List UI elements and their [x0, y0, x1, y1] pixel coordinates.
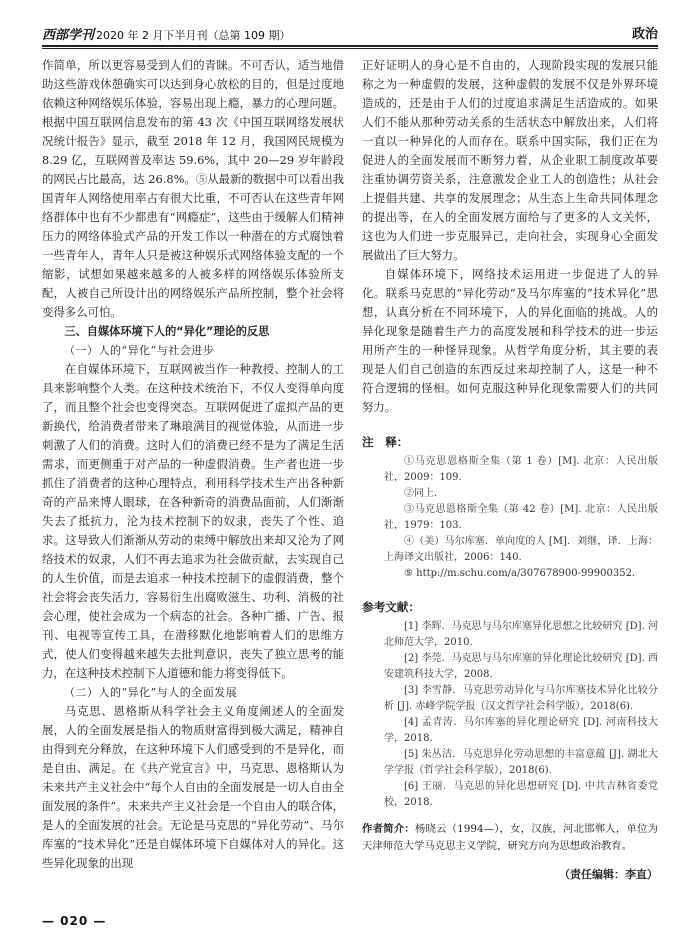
- section-heading: 三、自媒体环境下人的“异化”理论的反思: [64, 325, 270, 338]
- section-name: 政治: [631, 27, 658, 42]
- author-bio-text: 杨晓云（1994—），女，汉族，河北邯郸人，单位为天津师范大学马克思主义学院，研究方向为思想政治教育。: [362, 823, 658, 852]
- page-number: — 020 —: [42, 914, 107, 928]
- note-item: ①马克思恩格斯全集（第 1 卷）[M]. 北京：人民出版社，2009：109.: [384, 456, 658, 483]
- left-column: [42, 56, 344, 873]
- note-item: ②同上.: [404, 488, 438, 499]
- header-rule: [42, 45, 658, 47]
- paragraph: 自媒体环境下，网络技术运用进一步促进了人的异化。联系马克思的“异化劳动”及马尔库塞的“技术异化”思想，认真分析在不同环境下，人的异化面临的挑战。人的异化现象是随着生产力的高度发展和科学技术的进一步运用所产生的一种怪异现象。从哲学角度分析，其主要的表现是人们自己创造的东西反过来却控制了人，这是一种不符合逻辑的怪相。如何克服这种异化现象需要人们的共同努力。: [362, 267, 658, 414]
- notes-list: [362, 454, 658, 582]
- reference-item: [5] 朱丛洁．马克思异化劳动思想的丰富意蕴 [J]. 湖北大学学报（哲学社会科学版），2018(6).: [384, 749, 658, 776]
- right-column: [362, 56, 658, 884]
- header-rule-thin: [42, 48, 658, 49]
- magazine-name: 西部学刊: [42, 28, 95, 43]
- subsection-heading: （一）人的“异化”与社会进步: [64, 344, 215, 357]
- reference-item: [2] 李莞．马克思与马尔库塞的异化理论比较研究 [D]. 西安建筑科技大学，2008.: [384, 653, 658, 680]
- journal-info: [42, 24, 291, 43]
- page-header: [42, 20, 658, 44]
- paragraph: 作简单，所以更容易受到人们的青睐。不可否认，适当地借助这些游戏休憩确实可以达到身心放松的目的，但是过度地依赖这种网络娱乐体验，容易出现上瘾，暴力的心理问题。根据中国互联网信息发布的第 43 次《中国互联网络发展状况统计报告》显示，截至 2018 年 12 月，我国网民规模为 8.29 亿，互联网普及率达 59.6%，其中 20—29 岁年龄段的网民占比最高，达 26.8%。⑤从最新的数据中可以看出我国青年人网络使用率占有很大比重，不可否认在这些青年网络群体中也有不少都患有“网瘾症”，这些由于缓解人们精神压力的网络体验式产品的开发工作以一种潜在的方式腐蚀着一些青年人，青年人只是被这种娱乐式网络体验支配的一个缩影，试想如果越来越多的人被多样的网络娱乐体验所支配，人被自己所设计出的网络娱乐产品所控制，整个社会将变得多么可怕。: [42, 58, 344, 319]
- paragraph: 正好证明人的身心是不自由的，人现阶段实现的发展只能称之为一种虚假的发展，这种虚假的发展不仅是外界环境造成的，还是由于人们的过度追求满足生活造成的。如果人们不能从那种劳动关系的生活状态中解放出来，人们将一直以一种异化的人而存在。联系中国实际，我们正在为促进人的全面发展而不断努力着，从企业职工制度改革要注重协调劳资关系，注意激发企业工人的创造性；从社会上提倡共建、共享的发展理念；从生态上生命共同体理念的提出等，在人的全面发展方面给与了更多的人文关怀，这也为人们进一步克服异己，走向社会，实现身心全面发展做出了巨大努力。: [362, 58, 658, 262]
- reference-item: [3] 李雪静．马克思劳动异化与马尔库塞技术异化比较分析 [J]. 赤峰学院学报（汉文哲学社会科学版），2018(6).: [384, 685, 658, 712]
- note-item: ③马克思恩格斯全集（第 42 卷）[M]. 北京：人民出版社，1979：103.: [384, 504, 658, 531]
- note-item: ④（美）马尔库塞．单向度的人 [M]．刘继，译．上海：上海译文出版社，2006：140.: [384, 536, 658, 563]
- subsection-heading: （二）人的“异化”与人的全面发展: [64, 686, 238, 699]
- responsible-editor: （责任编辑：李直）: [559, 868, 658, 881]
- note-item: ⑤ http://m.schu.com/a/307678900-99900352.: [404, 568, 636, 579]
- reference-item: [4] 孟青涛．马尔库塞的异化理论研究 [D]. 河南科技大学，2018.: [384, 717, 658, 744]
- reference-item: [1] 李辉．马克思与马尔库塞异化思想之比较研究 [D]. 河北师范大学，2010.: [384, 621, 658, 648]
- notes-heading: 注 释：: [362, 435, 409, 449]
- references-list: [362, 619, 658, 811]
- reference-item: [6] 王丽．马克思的异化思想研究 [D]. 中共吉林省委党校，2018.: [384, 781, 658, 808]
- references-heading: 参考文献：: [362, 600, 420, 614]
- author-bio: [362, 821, 658, 855]
- issue-info: 2020 年 2 月下半月刊（总第 109 期）: [96, 29, 291, 42]
- author-bio-label: 作者简介：: [362, 823, 415, 835]
- paragraph: 在自媒体环境下，互联网被当作一种教授、控制人的工具来影响整个人类。在这种技术统治下，不仅人变得单向度了，而且整个社会也变得突态。互联网促进了虚拟产品的更新换代，给消费者带来了琳琅满目的视觉体验，从而进一步刺激了人们的消费。这时人们的消费已经不是为了满足生活需求，而更侧重于对产品的一种虚假消费。生产者也进一步抓住了消费者的这种心理特点，利用科学技术生产出各种新奇的产品来博人眼球，在各种新奇的消费品面前，人们渐渐失去了抵抗力，沦为技术控制下的奴隶，丧失了个性、追求。这导致人们渐渐从劳动的束缚中解放出来却又沦为了网络技术的奴隶，人们不再去追求为社会做贡献，去实现自己的人生价值，而是去追求一种技术控制下的虚假消费，整个社会将会丧失活力，容易衍生出腐败滋生、功利、消极的社会心理，使社会成为一个病态的社会。各种广播、广告、报刊、电视等宣传工具，在潜移默化地影响着人们的思维方式，使人们变得越来越失去批判意识，丧失了独立思考的能力，在这种技术控制下人道德和能力将变得低下。: [42, 362, 344, 680]
- paragraph: 马克思、恩格斯从科学社会主义角度阐述人的全面发展，人的全面发展是指人的物质财富得到极大满足，精神自由得到充分释放，在这种环境下人们感受到的不是异化，而是自由、满足。在《共产党宣言》中，马克思、恩格斯认为未来共产主义社会中“每个人自由的全面发展是一切人自由全面发展的条件”。未来共产主义社会是一个自由人的联合体，是人的全面发展的社会。无论是马克思的“异化劳动”、马尔库塞的“技术异化”还是自媒体环境下自媒体对人的异化。这些异化现象的出现: [42, 704, 344, 870]
